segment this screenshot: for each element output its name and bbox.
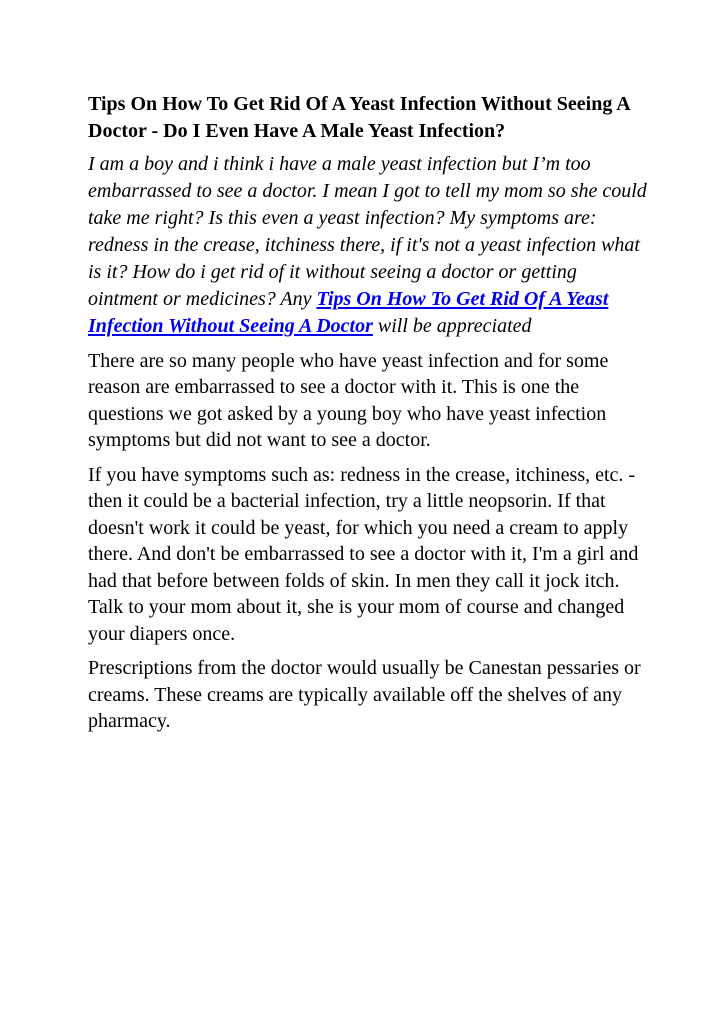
body-paragraph-3: Prescriptions from the doctor would usually be Canestan pessaries or creams. These creams are typically available off the shelves of any pharmacy. [88, 657, 641, 733]
document-page [88, 91, 648, 735]
page-title: Tips On How To Get Rid Of A Yeast Infection Without Seeing A Doctor - Do I Even Have A Male Yeast Infection? [88, 93, 630, 142]
article-link[interactable]: Tips On How To Get Rid Of A Yeast Infection Without Seeing A Doctor [88, 287, 609, 337]
body-paragraph-2: If you have symptoms such as: redness in the crease, itchiness, etc. - then it could be a bacterial infection, try a little neopsorin. If that doesn't work it could be yeast, for which you need a cream to apply there. And don't be embarrassed to see a doctor with it, I'm a girl and had that before between folds of skin. In men they call it jock itch. Talk to your mom about it, she is your mom of course and changed your diapers once. [88, 463, 639, 645]
body-paragraph-1: There are so many people who have yeast infection and for some reason are embarrassed to see a doctor with it. This is one the questions we got asked by a young boy who have yeast infection symptoms but did not want to see a doctor. [88, 349, 609, 452]
intro-question [88, 151, 648, 339]
intro-text-before-link: I am a boy and i think i have a male yeast infection but I’m too embarrassed to see a doctor. I mean I got to tell my mom so she could take me right? Is this even a yeast infection? My symptoms are: redness in the crease, itchiness there, if it's not a yeast infection what is it? How do i get rid of it without seeing a doctor or getting ointment or medicines? Any [88, 153, 647, 310]
intro-text-after-link: will be appreciated [372, 314, 532, 337]
